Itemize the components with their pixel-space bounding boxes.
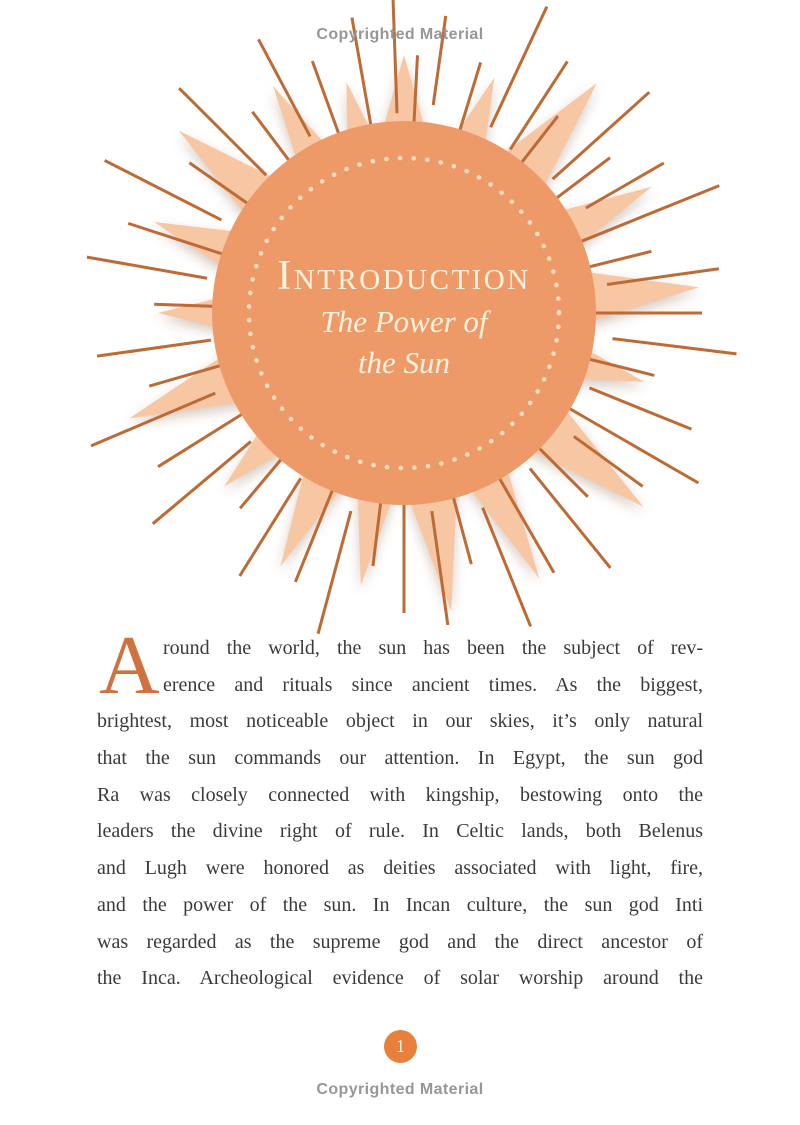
body-line: leaders the divine right of rule. In Celtic lands, both Belenus bbox=[97, 820, 703, 843]
body-line: Ra was closely connected with kingship, bestowing onto the bbox=[97, 783, 703, 806]
chapter-subtitle-line1: The Power of bbox=[320, 304, 488, 339]
body-line: and Lugh were honored as deities associated with light, fire, bbox=[97, 857, 703, 880]
chapter-subtitle bbox=[104, 301, 704, 383]
body-line: brightest, most noticeable object in our skies, it’s only natural bbox=[97, 710, 703, 733]
chapter-subtitle-line2: the Sun bbox=[357, 345, 451, 380]
page-number-label: 1 bbox=[396, 1036, 405, 1056]
copyright-notice-bottom: Copyrighted Material bbox=[316, 1081, 484, 1098]
page-number-badge bbox=[384, 1030, 417, 1063]
body-line: round the world, the sun has been the subject of rev- bbox=[163, 637, 703, 659]
copyright-notice-top: Copyrighted Material bbox=[316, 26, 484, 43]
body-line: the Inca. Archeological evidence of solar worship around the bbox=[97, 967, 703, 990]
body-line: and the power of the sun. In Incan culture, the sun god Inti bbox=[97, 893, 703, 916]
body-paragraph bbox=[97, 619, 703, 997]
chapter-title: Introduction bbox=[277, 253, 531, 299]
body-line: erence and rituals since ancient times. As the biggest, bbox=[163, 673, 703, 696]
drop-cap: A bbox=[99, 619, 160, 712]
body-line: that the sun commands our attention. In Egypt, the sun god bbox=[97, 747, 703, 770]
body-line: was regarded as the supreme god and the direct ancestor of bbox=[97, 930, 703, 953]
